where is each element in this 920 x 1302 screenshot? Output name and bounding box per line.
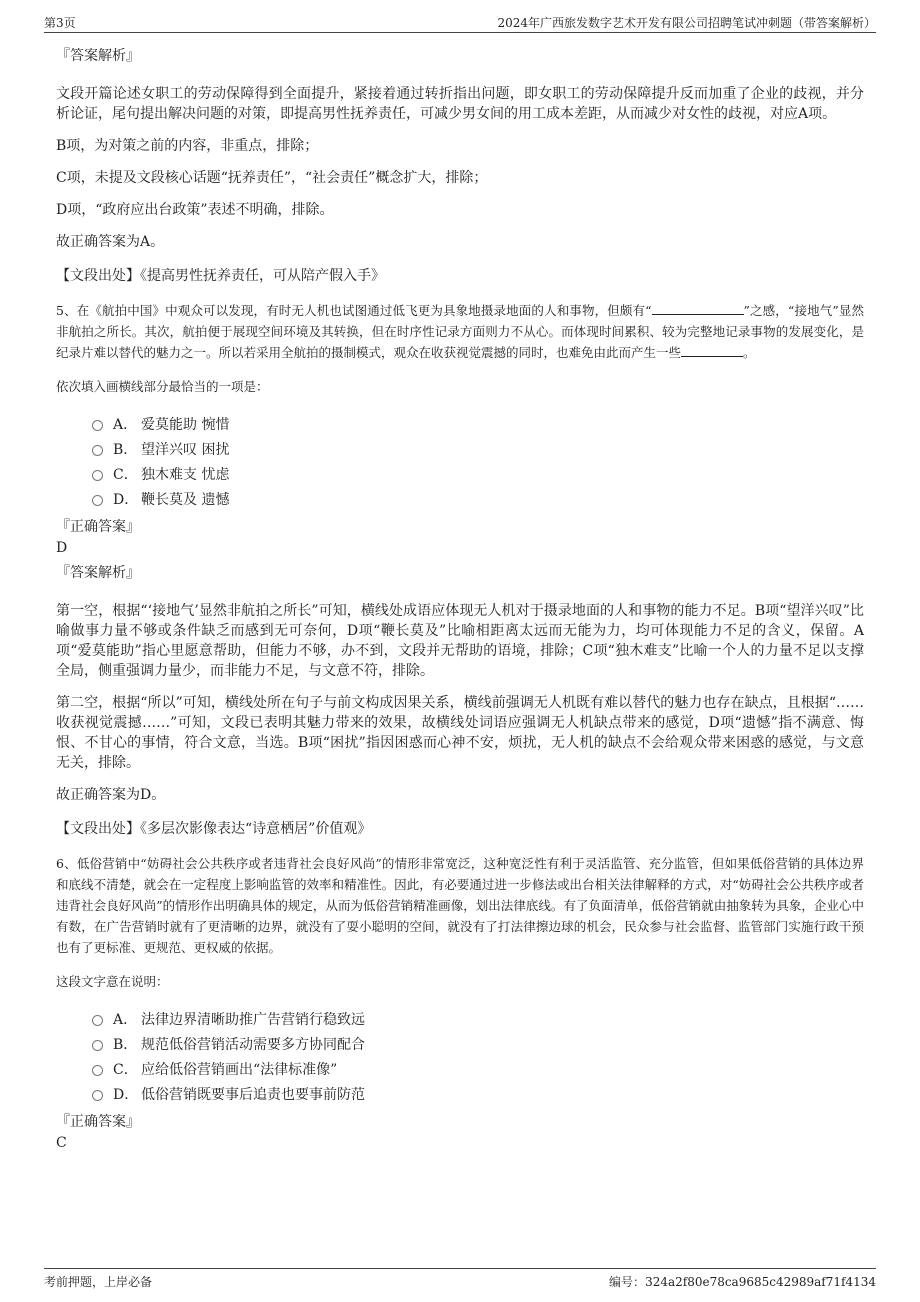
document-code: 编号：324a2f80e78ca9685c42989af71f4134 <box>609 1275 876 1289</box>
q5-answer-label: 『正确答案』 <box>56 519 140 535</box>
radio-icon[interactable] <box>92 445 103 456</box>
document-title: 2024年广西旅发数字艺术开发有限公司招聘笔试冲刺题（带答案解析） <box>497 16 876 30</box>
radio-icon[interactable] <box>92 1015 103 1026</box>
q5-stem: 5、在《航拍中国》中观众可以发现，有时无人机也试图通过低飞更为具象地摄录地面的人和事物，但颇有“ ”之感，“接地气”显然非航拍之所长。其次，航拍便于展现空间环境及其转换，但在时序性记录方面则力不从心。而体现时间累积、较为完整地记录事物的发展变化，是纪录片难以替代的魅力之一。所以若采用全航拍的摄制模式，观众在收获视觉震撼的同时，也难免由此而产生一些 。 <box>56 303 864 360</box>
q4-analysis-paragraph: D项，“政府应出台政策”表述不明确，排除。 <box>56 202 334 218</box>
q5-analysis-paragraph: 第二空，根据“所以”可知，横线处所在句子与前文构成因果关系，横线前强调无人机既有难以替代的魅力也存在缺点，且根据“……收获视觉震撼……”可知，文段已表明其魅力带来的效果，故横线处词语应强调无人机缺点带来的感觉，D项“遗憾”指不满意、悔恨、不甘心的事情，符合文意，当选。B项“困扰”指因困惑而心神不安，烦扰，无人机的缺点不会给观众带来困惑的感觉，与文意无关，排除。 <box>56 695 864 771</box>
q5-analysis-paragraph: 第一空，根据“‘接地气’显然非航拍之所长”可知，横线处成语应体现无人机对于摄录地面的人和事物的能力不足。B项“望洋兴叹”比喻做事力量不够或条件缺乏而感到无可奈何，D项“鞭长莫及”比喻相距离太远而无能为力，均可体现能力不足的含义，保留。A项“爱莫能助”指心里愿意帮助，但能力不够，办不到，文段并无帮助的语境，排除；C项“独木难支”比喻一个人的力量不足以支撑全局，侧重强调力量少，而非能力不足，与文意不符，排除。 <box>56 603 864 679</box>
q5-answer: D <box>56 540 68 556</box>
q4-conclusion: 故正确答案为A。 <box>56 234 165 250</box>
q6-option-d[interactable]: D． 低俗营销既要事后追责也要事前防范 <box>92 1081 864 1106</box>
q5-analysis-label: 『答案解析』 <box>56 565 140 581</box>
q6-stem: 6、低俗营销中“妨碍社会公共秩序或者违背社会良好风尚”的情形非常宽泛，这种宽泛性有利于灵活监管、充分监管，但如果低俗营销的具体边界和底线不清楚，就会在一定程度上影响监管的效率和精准性。因此，有必要通过进一步修法或出台相关法律解释的方式，对“妨碍社会公共秩序或者违背社会良好风尚”的情形作出明确具体的规定，从而为低俗营销精准画像，划出法律底线。有了负面清单，低俗营销就由抽象转为具象，企业心中有数，在广告营销时就有了更清晰的边界，就没有了耍小聪明的空间，就没有了打法律擦边球的机会，民众参与社会监督、监管部门实施行政干预也有了更标准、更规范、更权威的依据。 <box>56 856 864 955</box>
page-footer <box>44 1268 876 1289</box>
q6-options <box>92 1006 864 1106</box>
q5-source: 【文段出处】《多层次影像表达“诗意栖居”价值观》 <box>56 821 372 837</box>
q6-option-c[interactable]: C． 应给低俗营销画出“法律标准像” <box>92 1056 864 1081</box>
q6-prompt: 这段文字意在说明： <box>56 974 169 989</box>
q5-prompt: 依次填入画横线部分最恰当的一项是： <box>56 379 269 394</box>
q5-option-b[interactable]: B． 望洋兴叹 困扰 <box>92 436 864 461</box>
q4-source: 【文段出处】《提高男性抚养责任，可从陪产假入手》 <box>56 268 385 284</box>
q4-analysis-label: 『答案解析』 <box>56 48 140 64</box>
footer-slogan: 考前押题，上岸必备 <box>44 1275 153 1289</box>
q6-answer-label: 『正确答案』 <box>56 1114 140 1130</box>
page-header <box>44 12 876 33</box>
q5-option-a[interactable]: A． 爱莫能助 惋惜 <box>92 411 864 436</box>
q6-answer: C <box>56 1135 67 1151</box>
q5-conclusion: 故正确答案为D。 <box>56 787 166 803</box>
radio-icon[interactable] <box>92 495 103 506</box>
q4-analysis-paragraph: B项，为对策之前的内容，非重点，排除； <box>56 138 319 154</box>
q6-option-b[interactable]: B． 规范低俗营销活动需要多方协同配合 <box>92 1031 864 1056</box>
q5-options <box>92 411 864 511</box>
radio-icon[interactable] <box>92 470 103 481</box>
radio-icon[interactable] <box>92 420 103 431</box>
radio-icon[interactable] <box>92 1090 103 1101</box>
radio-icon[interactable] <box>92 1065 103 1076</box>
page-content <box>56 40 864 1152</box>
fill-blank-1 <box>652 302 744 315</box>
q6-option-a[interactable]: A． 法律边界清晰助推广告营销行稳致远 <box>92 1006 864 1031</box>
page-number: 第3页 <box>44 16 76 30</box>
q4-analysis-paragraph: 文段开篇论述女职工的劳动保障得到全面提升，紧接着通过转折指出问题，即女职工的劳动保障提升反而加重了企业的歧视，并分析论证，尾句提出解决问题的对策，即提高男性抚养责任，可减少男女间的用工成本差距，从而减少对女性的歧视，对应A项。 <box>56 86 864 122</box>
q5-option-c[interactable]: C． 独木难支 忧虑 <box>92 461 864 486</box>
fill-blank-2 <box>681 344 743 357</box>
q4-analysis-paragraph: C项，未提及文段核心话题“抚养责任”，“社会责任”概念扩大，排除； <box>56 170 488 186</box>
radio-icon[interactable] <box>92 1040 103 1051</box>
q5-option-d[interactable]: D． 鞭长莫及 遗憾 <box>92 486 864 511</box>
